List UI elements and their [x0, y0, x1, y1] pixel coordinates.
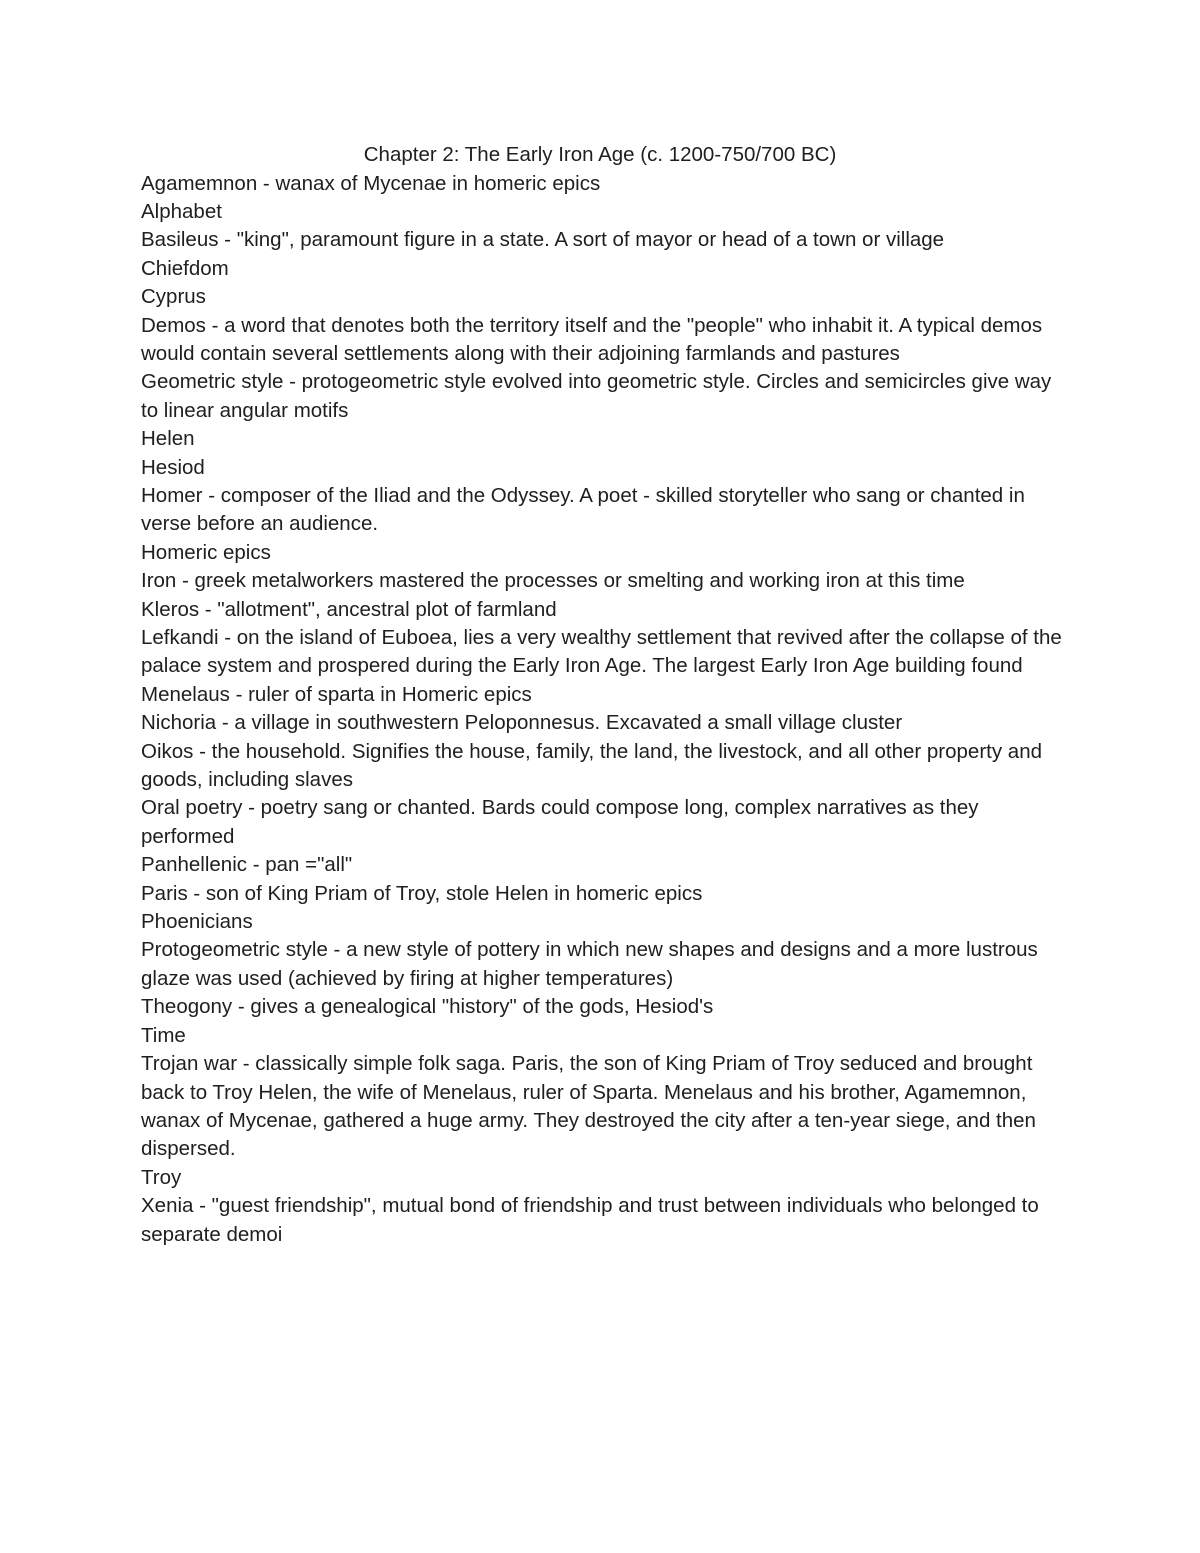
list-item: Panhellenic - pan ="all": [141, 853, 353, 877]
list-item: Theogony - gives a genealogical "history" of the gods, Hesiod's: [141, 995, 714, 1019]
list-item: Demos - a word that denotes both the territory itself and the "people" who inhabit it. A typical demos would contain several settlements along with their adjoining farmlands and pastures: [141, 313, 1043, 365]
list-item: Protogeometric style - a new style of pottery in which new shapes and designs and a more lustrous glaze was used (achieved by firing at higher temperatures): [141, 938, 1038, 990]
list-item: Chiefdom: [141, 256, 229, 280]
list-item: Agamemnon - wanax of Mycenae in homeric epics: [141, 171, 601, 195]
list-item: Trojan war - classically simple folk saga. Paris, the son of King Priam of Troy seduced and brought back to Troy Helen, the wife of Menelaus, ruler of Sparta. Menelaus and his brother, Agamemnon, wanax of Mycenae, gathered a huge army. They destroyed the city after a ten-year siege, and then dispersed.: [141, 1052, 1036, 1161]
list-item: Paris - son of King Priam of Troy, stole Helen in homeric epics: [141, 881, 703, 905]
list-item: Iron - greek metalworkers mastered the processes or smelting and working iron at this time: [141, 569, 965, 593]
list-item: Cyprus: [141, 285, 206, 309]
list-item: Alphabet: [141, 199, 222, 223]
list-item: Nichoria - a village in southwestern Peloponnesus. Excavated a small village cluster: [141, 711, 903, 735]
glossary-list: [141, 170, 1066, 1249]
list-item: Oikos - the household. Signifies the house, family, the land, the livestock, and all other property and goods, including slaves: [141, 739, 1042, 792]
list-item: Oral poetry - poetry sang or chanted. Bards could compose long, complex narratives as they performed: [141, 796, 979, 848]
list-item: Geometric style - protogeometric style evolved into geometric style. Circles and semicircles give way to linear angular motifs: [141, 370, 1052, 422]
list-item: Kleros - "allotment", ancestral plot of farmland: [141, 597, 557, 621]
list-item: Xenia - "guest friendship", mutual bond of friendship and trust between individuals who belonged to separate demoi: [141, 1194, 1039, 1246]
list-item: Basileus - "king", paramount figure in a state. A sort of mayor or head of a town or village: [141, 228, 945, 252]
list-item: Hesiod: [141, 455, 205, 479]
list-item: Phoenicians: [141, 910, 253, 934]
list-item: Homer - composer of the Iliad and the Odyssey. A poet - skilled storyteller who sang or chanted in verse before an audience.: [141, 483, 1025, 536]
list-item: Menelaus - ruler of sparta in Homeric epics: [141, 682, 532, 706]
list-item: Homeric epics: [141, 540, 271, 564]
list-item: Helen: [141, 427, 195, 451]
page-title: Chapter 2: The Early Iron Age (c. 1200-750/700 BC): [363, 143, 837, 166]
list-item: Time: [141, 1023, 186, 1047]
list-item: Troy: [141, 1165, 182, 1189]
list-item: Lefkandi - on the island of Euboea, lies a very wealthy settlement that revived after the collapse of the palace system and prospered during the Early Iron Age. The largest Early Iron Age building found: [141, 626, 1062, 678]
